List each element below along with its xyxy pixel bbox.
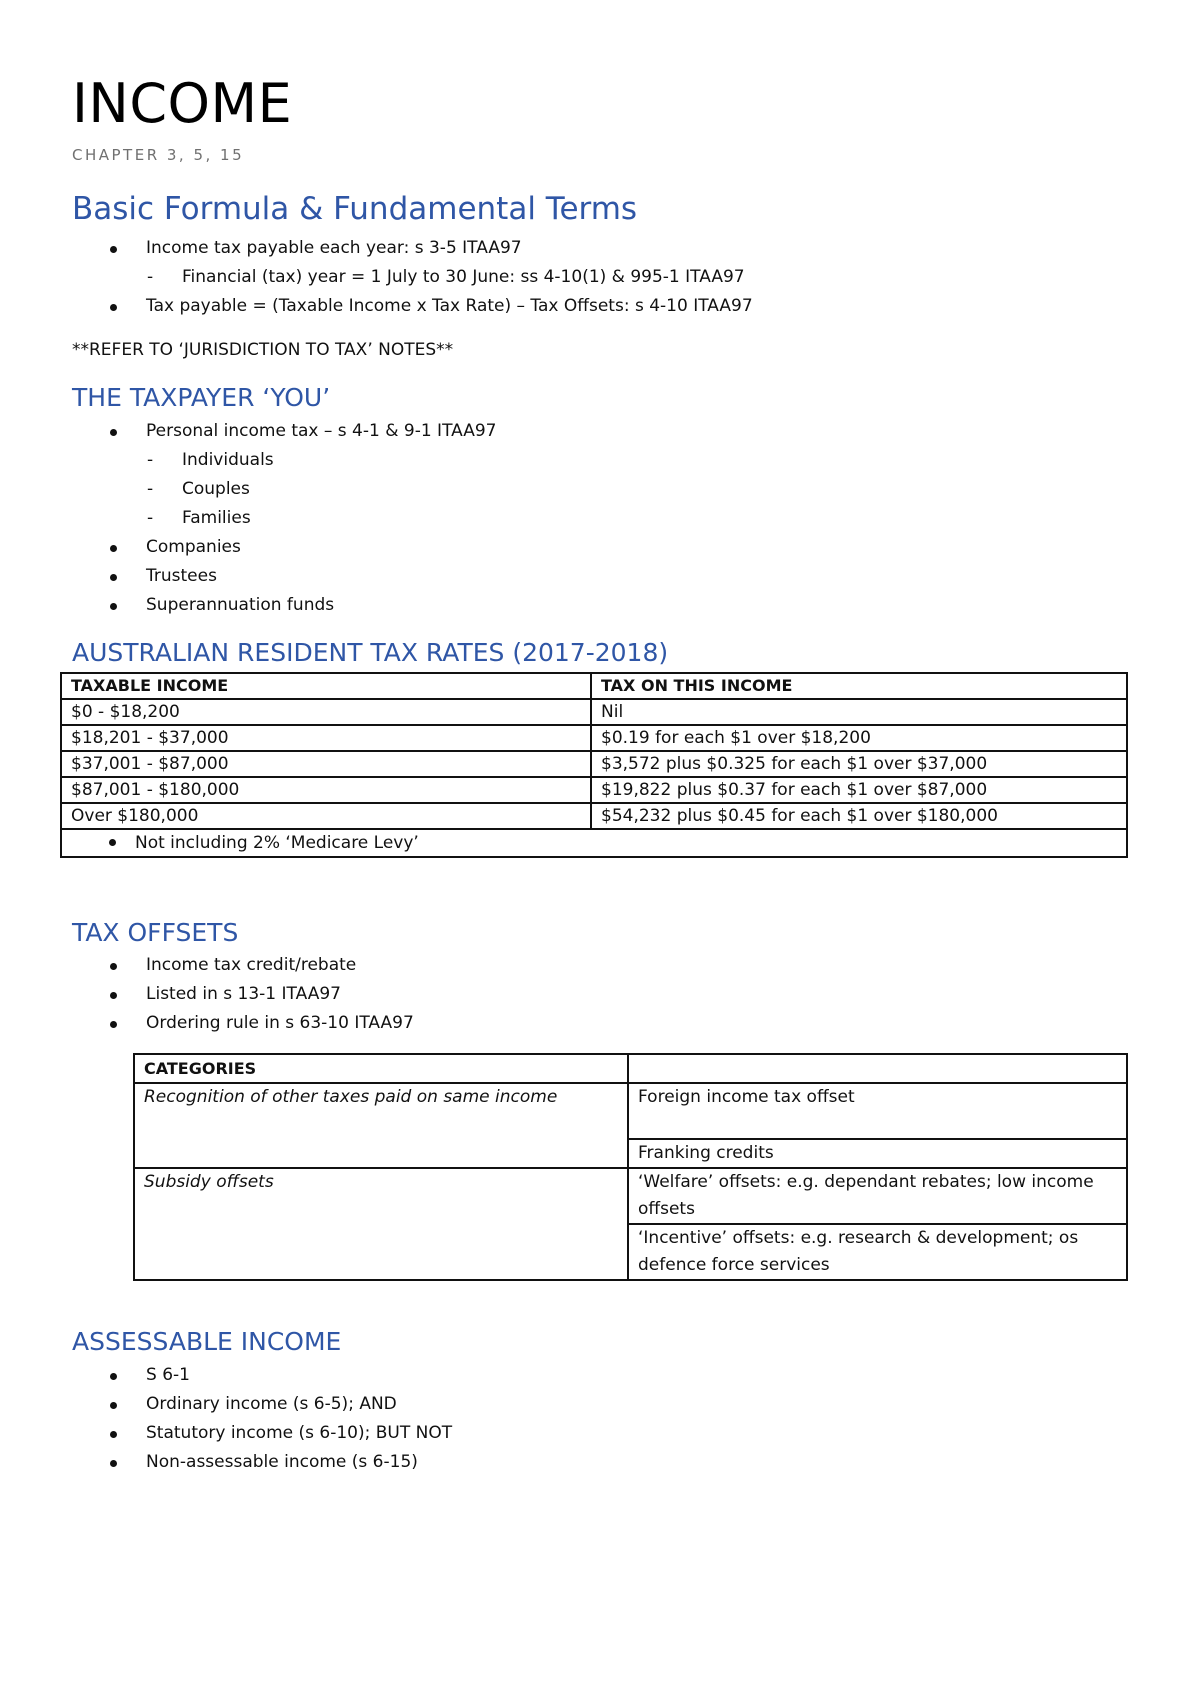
table-cell: Foreign income tax offset [628, 1083, 1127, 1139]
bullet-icon [110, 545, 117, 552]
list-item: Ordinary income (s 6-5); AND [72, 1390, 452, 1419]
refer-note: **REFER TO ‘JURISDICTION TO TAX’ NOTES** [72, 340, 454, 360]
bullet-icon [110, 1373, 117, 1380]
offsets-list [72, 951, 414, 1038]
column-header: TAX ON THIS INCOME [591, 673, 1127, 699]
list-item: Companies [72, 533, 497, 562]
list-item: Superannuation funds [72, 591, 497, 620]
bullet-icon [110, 1460, 117, 1467]
column-header: TAXABLE INCOME [61, 673, 591, 699]
dash-icon: - [147, 267, 154, 287]
table-row [61, 777, 1127, 803]
bullet-icon [110, 304, 117, 311]
page-title: INCOME [72, 72, 293, 135]
category-cell: Subsidy offsets [134, 1168, 628, 1280]
table-cell: ‘Welfare’ offsets: e.g. dependant rebates; low income offsets [628, 1168, 1127, 1224]
bullet-icon [109, 839, 116, 846]
bullet-icon [110, 603, 117, 610]
list-item: Personal income tax – s 4-1 & 9-1 ITAA97 [72, 417, 497, 446]
table-cell: Nil [591, 699, 1127, 725]
list-item: S 6-1 [72, 1361, 452, 1390]
list-item: Income tax payable each year: s 3-5 ITAA97 [72, 234, 753, 263]
table-cell: $19,822 plus $0.37 for each $1 over $87,000 [591, 777, 1127, 803]
tax-offsets-table [133, 1053, 1128, 1281]
bullet-icon [110, 429, 117, 436]
dash-icon: - [147, 450, 154, 470]
list-item: Trustees [72, 562, 497, 591]
table-row [134, 1168, 1127, 1224]
table-footnote-row [61, 829, 1127, 857]
list-item: Non-assessable income (s 6-15) [72, 1448, 452, 1477]
list-subitem: - Families [72, 504, 497, 533]
bullet-icon [110, 1431, 117, 1438]
list-item: Statutory income (s 6-10); BUT NOT [72, 1419, 452, 1448]
table-cell: Over $180,000 [61, 803, 591, 829]
heading-basic-formula: Basic Formula & Fundamental Terms [72, 191, 638, 227]
table-cell: $87,001 - $180,000 [61, 777, 591, 803]
dash-icon: - [147, 508, 154, 528]
heading-taxpayer: THE TAXPAYER ‘YOU’ [72, 383, 331, 412]
list-item: Tax payable = (Taxable Income x Tax Rate) – Tax Offsets: s 4-10 ITAA97 [72, 292, 753, 321]
list-subitem: - Individuals [72, 446, 497, 475]
basic-list [72, 234, 753, 321]
table-header-row [61, 673, 1127, 699]
column-header: CATEGORIES [134, 1054, 628, 1083]
table-cell: $54,232 plus $0.45 for each $1 over $180,000 [591, 803, 1127, 829]
heading-assessable-income: ASSESSABLE INCOME [72, 1327, 342, 1356]
assessable-list [72, 1361, 452, 1477]
bullet-icon [110, 1402, 117, 1409]
table-row [61, 699, 1127, 725]
bullet-icon [110, 574, 117, 581]
list-subitem: - Couples [72, 475, 497, 504]
table-cell: $37,001 - $87,000 [61, 751, 591, 777]
bullet-icon [110, 1021, 117, 1028]
table-cell: $0 - $18,200 [61, 699, 591, 725]
table-cell: $18,201 - $37,000 [61, 725, 591, 751]
page-subtitle: CHAPTER 3, 5, 15 [72, 146, 245, 164]
table-row [134, 1083, 1127, 1139]
table-cell: Franking credits [628, 1139, 1127, 1168]
table-row [61, 751, 1127, 777]
table-footnote: Not including 2% ‘Medicare Levy’ [61, 829, 1127, 857]
list-subitem: - Financial (tax) year = 1 July to 30 June: ss 4-10(1) & 995-1 ITAA97 [72, 263, 753, 292]
list-item: Ordering rule in s 63-10 ITAA97 [72, 1009, 414, 1038]
dash-icon: - [147, 479, 154, 499]
bullet-icon [110, 992, 117, 999]
table-cell: $0.19 for each $1 over $18,200 [591, 725, 1127, 751]
taxpayer-list [72, 417, 497, 620]
bullet-icon [110, 963, 117, 970]
list-item: Listed in s 13-1 ITAA97 [72, 980, 414, 1009]
heading-tax-offsets: TAX OFFSETS [72, 918, 239, 947]
heading-tax-rates: AUSTRALIAN RESIDENT TAX RATES (2017-2018) [72, 638, 669, 667]
table-header-row [134, 1054, 1127, 1083]
table-cell: ‘Incentive’ offsets: e.g. research & development; os defence force services [628, 1224, 1127, 1280]
bullet-icon [110, 246, 117, 253]
table-cell: $3,572 plus $0.325 for each $1 over $37,000 [591, 751, 1127, 777]
column-header-empty [628, 1054, 1127, 1083]
tax-rates-table [60, 672, 1128, 858]
table-row [61, 725, 1127, 751]
list-item: Income tax credit/rebate [72, 951, 414, 980]
category-cell: Recognition of other taxes paid on same income [134, 1083, 628, 1168]
table-row [61, 803, 1127, 829]
